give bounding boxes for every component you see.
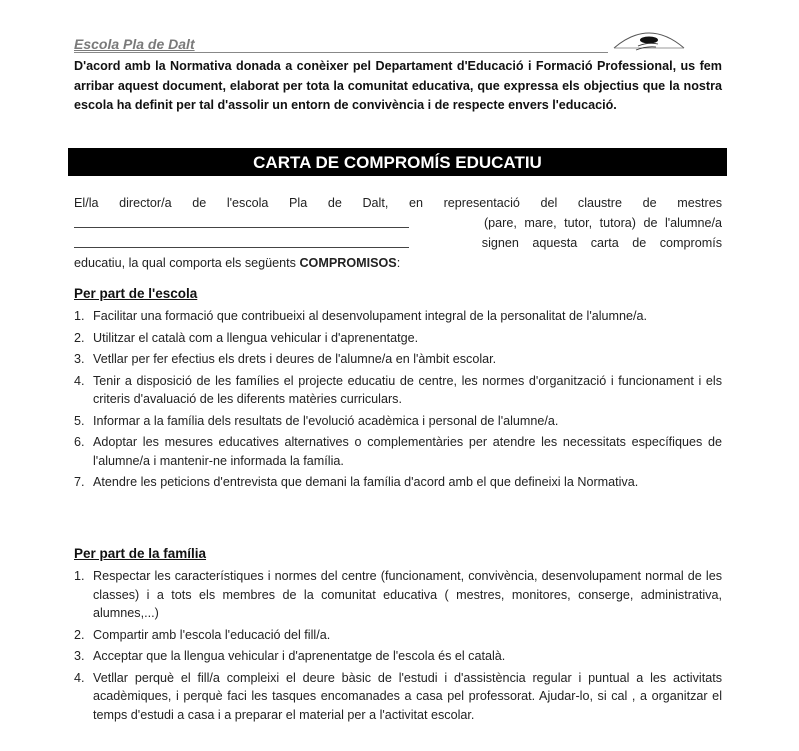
item-text: Vetllar per fer efectius els drets i deures de l'alumne/a en l'àmbit escolar. xyxy=(93,352,497,366)
statement-line-3: signen aquesta carta de compromís xyxy=(481,236,722,250)
item-text: Informar a la família dels resultats de l'evolució acadèmica i personal de l'alumne/a. xyxy=(93,413,559,428)
page-title: CARTA DE COMPROMÍS EDUCATIU xyxy=(68,148,727,176)
list-item xyxy=(74,647,722,666)
school-name: Escola Pla de Dalt xyxy=(74,36,195,52)
school-logo-icon xyxy=(612,22,686,52)
school-commitments-list xyxy=(74,307,722,495)
item-text: Facilitar una formació que contribueixi al desenvolupament integral de la personalitat de l'alumne/a. xyxy=(93,309,648,323)
item-text: Utilitzar el català com a llengua vehicular i d'aprenentatge. xyxy=(93,330,419,345)
list-item xyxy=(74,626,722,645)
item-number: 1. xyxy=(74,309,85,323)
school-section-title: Per part de l'escola xyxy=(74,286,198,301)
item-text: Compartir amb l'escola l'educació del fill/a. xyxy=(93,627,331,642)
item-text: Adoptar les mesures educatives alternatives o complementàries per atendre les necessitats específiques de l'alumne/a i mantenir-ne informada la família. xyxy=(93,435,722,468)
item-number: 2. xyxy=(74,330,85,345)
student-name-field[interactable] xyxy=(74,233,409,248)
item-number: 3. xyxy=(74,352,85,366)
item-text: Tenir a disposició de les famílies el projecte educatiu de centre, les normes d'organització i funcionament i els criteris d'avaluació de les diferents matèries curriculars. xyxy=(93,373,722,406)
family-commitments-list xyxy=(74,567,722,727)
list-item xyxy=(74,372,722,409)
item-number: 4. xyxy=(74,670,85,685)
item-number: 1. xyxy=(74,569,85,583)
item-number: 4. xyxy=(74,373,85,388)
list-item xyxy=(74,307,722,326)
item-number: 6. xyxy=(74,435,85,449)
statement-colon: : xyxy=(396,256,401,270)
item-text: Atendre les peticions d'entrevista que demani la família d'acord amb el que defineixi la Normativa. xyxy=(93,475,639,489)
intro-paragraph: D'acord amb la Normativa donada a conèixer pel Departament d'Educació i Formació Professional, us fem arribar aquest document, elaborat per tota la comunitat educativa, que expressa els objectius que la nostra escola ha definit per tal d'assolir un entorn de convivència i de respecte envers l'educació. xyxy=(74,59,722,112)
document-header xyxy=(74,34,608,53)
list-item xyxy=(74,473,722,492)
commitment-statement xyxy=(74,193,722,273)
parent-name-field[interactable] xyxy=(74,213,409,228)
item-number: 5. xyxy=(74,413,85,428)
list-item xyxy=(74,350,722,369)
statement-line-2: (pare, mare, tutor, tutora) de l'alumne/a xyxy=(483,216,722,230)
item-number: 7. xyxy=(74,475,85,489)
list-item xyxy=(74,433,722,470)
family-section-title: Per part de la família xyxy=(74,546,207,561)
item-text: Acceptar que la llengua vehicular i d'aprenentatge de l'escola és el català. xyxy=(93,649,506,663)
item-number: 2. xyxy=(74,627,85,642)
compromisos-label: COMPROMISOS xyxy=(299,256,397,270)
item-text: Respectar les característiques i normes del centre (funcionament, convivència, desenvolupament normal de les classes) i a tots els membres de la comunitat educativa ( mestres, monitores, conserge, administrativa, alumnes,...) xyxy=(93,569,722,620)
statement-line-4: educatiu, la qual comporta els següents xyxy=(74,256,300,270)
list-item xyxy=(74,567,722,623)
statement-line-1: El/la director/a de l'escola Pla de Dalt, en representació del claustre de mestres xyxy=(74,196,722,210)
item-text: Vetllar perquè el fill/a compleixi el deure bàsic de l'estudi i d'assistència regular i puntual a les activitats acadèmiques, i perquè faci les tasques encomanades a casa pel professorat. Ajudar-lo, si cal , a organitzar el temps d'estudi a casa i a preparar el material per a l'activitat escolar. xyxy=(93,670,722,722)
list-item xyxy=(74,412,722,431)
list-item xyxy=(74,329,722,348)
item-number: 3. xyxy=(74,649,85,663)
list-item xyxy=(74,669,722,725)
